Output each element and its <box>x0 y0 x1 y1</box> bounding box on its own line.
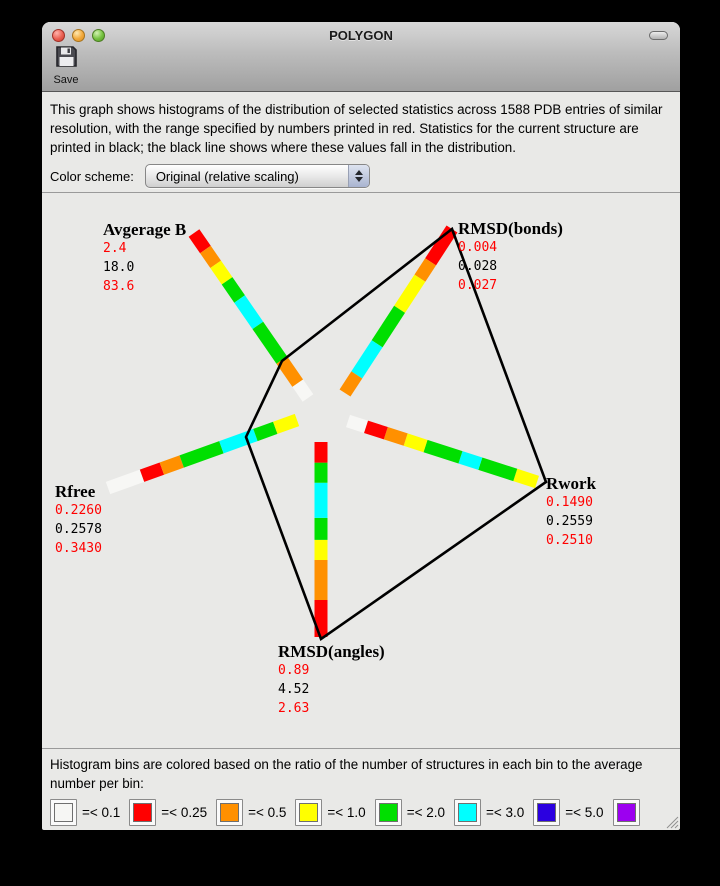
histogram-bin-segment <box>282 360 298 383</box>
legend-swatch-color <box>299 803 318 822</box>
axis-min-value: 2.4 <box>103 241 127 256</box>
histogram-bin-segment <box>357 344 377 375</box>
legend-row <box>50 799 672 826</box>
axis-min-value: 0.004 <box>458 240 498 255</box>
axis-max-value: 83.6 <box>103 279 135 294</box>
zoom-button[interactable] <box>92 29 105 42</box>
histogram-bin-segment <box>298 383 308 398</box>
histogram-bin-segment <box>258 325 282 360</box>
legend-swatch <box>129 799 156 826</box>
color-scheme-label: Color scheme: <box>50 168 134 184</box>
legend-swatch <box>454 799 481 826</box>
histogram-bin-segment <box>227 281 240 299</box>
axis-rwork <box>546 474 596 550</box>
legend-text: Histogram bins are colored based on the ratio of the number of structures in each bin to the average number per bin: <box>50 757 643 791</box>
legend-swatch-color <box>617 803 636 822</box>
axis-min-value: 0.1490 <box>546 495 593 510</box>
histogram-bin-segment <box>406 440 426 446</box>
close-button[interactable] <box>52 29 65 42</box>
axis-title: RMSD(bonds) <box>458 219 563 238</box>
legend-swatch <box>50 799 77 826</box>
legend-panel <box>42 748 680 830</box>
histogram-bin-segment <box>377 309 399 343</box>
axis-title: RMSD(angles) <box>278 642 385 661</box>
legend-swatch-color <box>379 803 398 822</box>
axis-rfree <box>55 482 102 558</box>
stepper-arrows-icon <box>348 165 369 187</box>
legend-swatch-color <box>458 803 477 822</box>
histogram-bin-segment <box>515 475 537 482</box>
axis-title: Rwork <box>546 474 597 493</box>
legend-bin-label: =< 5.0 <box>565 804 604 820</box>
histogram-bin-segment <box>142 469 162 476</box>
histogram-bin-segment <box>216 264 227 281</box>
axis-max-value: 0.2510 <box>546 533 593 548</box>
legend-bin-label: =< 0.5 <box>248 804 287 820</box>
minimize-button[interactable] <box>72 29 85 42</box>
axis-current-value: 4.52 <box>278 682 310 697</box>
resize-grip[interactable] <box>664 814 679 829</box>
histogram-bin-segment <box>162 461 182 468</box>
axis-current-value: 18.0 <box>103 260 135 275</box>
legend-swatch-color <box>54 803 73 822</box>
axis-current-value: 0.2578 <box>55 522 102 537</box>
traffic-lights <box>52 29 105 42</box>
axis-max-value: 0.3430 <box>55 541 102 556</box>
axis-max-value: 0.027 <box>458 278 498 293</box>
save-button-label: Save <box>53 74 79 86</box>
histogram-bin-segment <box>194 233 205 250</box>
legend-swatch <box>375 799 402 826</box>
axis-rmsd-bonds <box>458 219 563 295</box>
histogram-bin-segment <box>420 262 431 278</box>
axis-min-value: 0.89 <box>278 663 310 678</box>
color-scheme-row <box>50 164 672 188</box>
description-text: This graph shows histograms of the distribution of selected statistics across 1588 PDB entries of similar resolution, with the range specified by numbers printed in red. Statistics for the current structure are printed in black; the black line shows where these values fall in the distribution. <box>50 102 663 156</box>
histogram-bin-segment <box>205 250 215 265</box>
histogram-bin-segment <box>348 421 366 427</box>
histogram-bin-segment <box>255 428 275 435</box>
polygon-chart <box>42 193 680 748</box>
histogram-bin-segment <box>400 278 420 309</box>
axis-current-value: 0.028 <box>458 259 498 274</box>
legend-bin-label: =< 0.25 <box>161 804 208 820</box>
color-scheme-value: Original (relative scaling) <box>155 168 299 184</box>
axis-title: Rfree <box>55 482 96 501</box>
save-button[interactable] <box>47 45 85 86</box>
histogram-bin-segment <box>366 427 386 433</box>
histogram-bin-segment <box>108 476 142 488</box>
legend-swatch-color <box>220 803 239 822</box>
legend-bin-label: =< 3.0 <box>485 804 525 820</box>
titlebar[interactable] <box>42 22 680 92</box>
legend-swatch-color <box>133 803 152 822</box>
color-scheme-select[interactable] <box>145 164 370 188</box>
legend-bin-label: =< 2.0 <box>406 804 445 820</box>
axis-rmsd-angles <box>278 642 385 718</box>
histogram-bin-segment <box>345 375 357 393</box>
toolbar-toggle-button[interactable] <box>649 31 668 40</box>
axis-avgerage-b <box>103 220 186 296</box>
window-title: POLYGON <box>329 28 393 43</box>
legend-swatch <box>295 799 322 826</box>
histogram-bin-segment <box>240 299 258 325</box>
histogram-bin-segment <box>182 447 222 461</box>
legend-swatch <box>533 799 560 826</box>
legend-bin-label: =< 0.1 <box>82 804 121 820</box>
axis-current-value: 0.2559 <box>546 514 593 529</box>
legend-swatch <box>613 799 640 826</box>
polygon-window <box>42 22 680 830</box>
histogram-bin-segment <box>431 229 452 262</box>
histogram-bin-segment <box>460 457 480 463</box>
histogram-bin-segment <box>275 420 297 428</box>
legend-swatch-color <box>537 803 556 822</box>
description-panel <box>42 92 680 193</box>
histogram-bin-segment <box>425 446 460 457</box>
axis-title: Avgerage B <box>103 220 187 239</box>
axis-min-value: 0.2260 <box>55 503 102 518</box>
legend-swatch <box>216 799 243 826</box>
histogram-bin-segment <box>386 433 406 439</box>
axis-max-value: 2.63 <box>278 701 310 716</box>
save-icon <box>55 55 78 72</box>
legend-bin-label: =< 1.0 <box>327 804 366 820</box>
histogram-bin-segment <box>480 464 515 475</box>
